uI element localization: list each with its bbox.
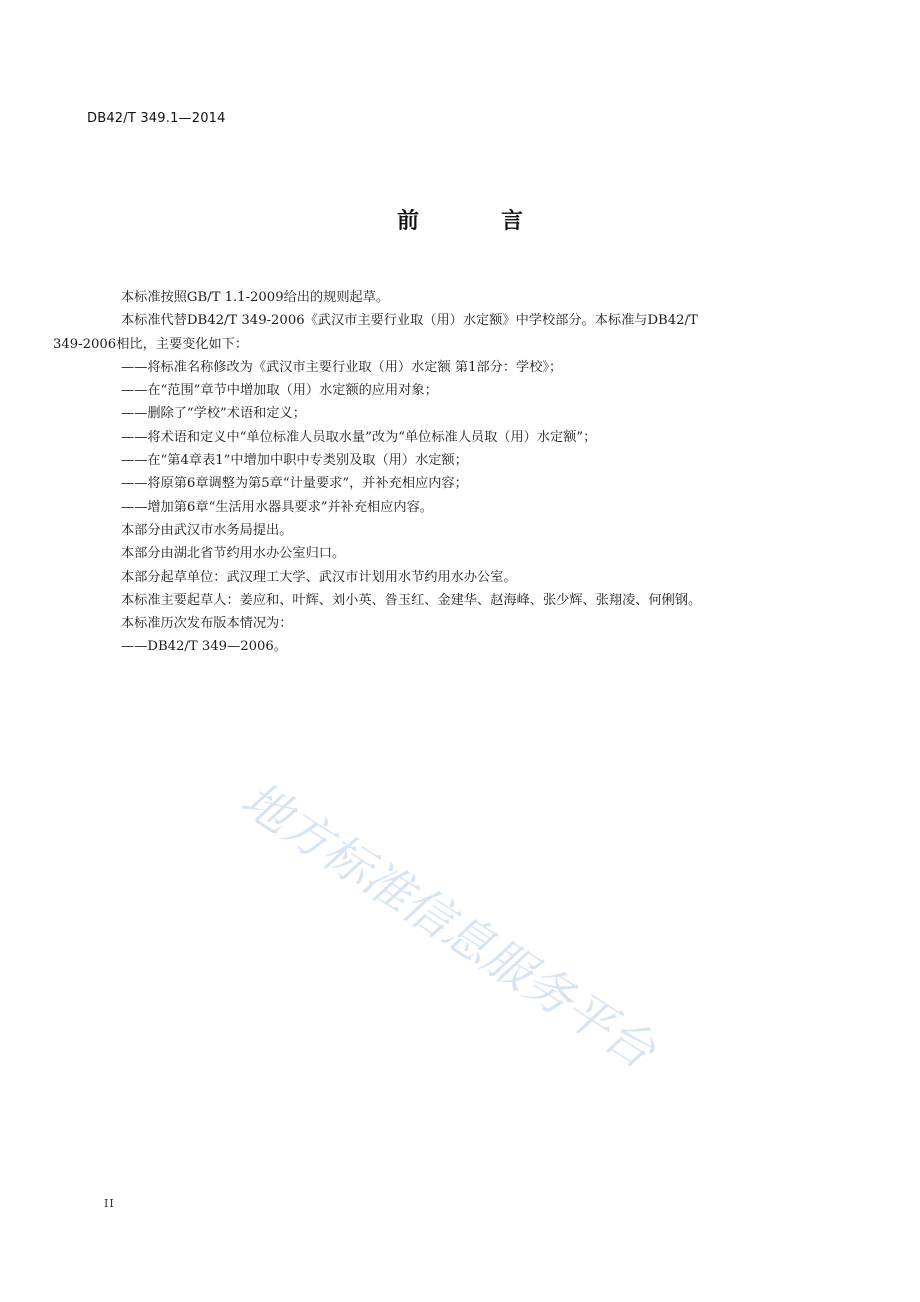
version-item: ——DB42/T 349—2006。 bbox=[121, 639, 287, 655]
change-item: ——删除了“学校”术语和定义； bbox=[121, 406, 306, 422]
paragraph: 本部分由武汉市水务局提出。 bbox=[121, 522, 293, 538]
paragraph: 本部分起草单位：武汉理工大学、武汉市计划用水节约用水办公室。 bbox=[121, 569, 517, 585]
paragraph: 本标准按照GB/T 1.1-2009给出的规则起草。 bbox=[121, 290, 390, 305]
change-item: ——将原第6章调整为第5章“计量要求”，并补充相应内容； bbox=[121, 476, 468, 492]
paragraph-continuation: 349-2006相比，主要变化如下： bbox=[53, 336, 249, 352]
watermark bbox=[228, 768, 788, 1088]
change-item: ——增加第6章“生活用水器具要求”并补充相应内容。 bbox=[121, 499, 433, 515]
paragraph: 本部分由湖北省节约用水办公室归口。 bbox=[121, 546, 346, 562]
paragraph: 本标准历次发布版本情况为： bbox=[121, 616, 293, 632]
paragraph bbox=[53, 309, 827, 356]
page-title: 前 言 bbox=[396, 209, 553, 234]
change-item: ——将术语和定义中“单位标准人员取水量”改为“单位标准人员取（用）水定额”； bbox=[121, 429, 597, 445]
watermark-text: 地方标准信息服务平台 bbox=[231, 771, 665, 1080]
paragraph-line: 本标准代替DB42/T 349-2006《武汉市主要行业取（用）水定额》中学校部分。本标准与DB42/T bbox=[121, 313, 698, 329]
change-item: ——在“第4章表1”中增加中职中专类别及取（用）水定额； bbox=[121, 453, 468, 469]
change-item: ——在“范围”章节中增加取（用）水定额的应用对象； bbox=[121, 383, 438, 399]
standard-code: DB42/T 349.1—2014 bbox=[87, 111, 226, 126]
paragraph: 本标准主要起草人：姜应和、叶辉、刘小英、昝玉红、金建华、赵海峰、张少辉、张翔凌、何俐钢。 bbox=[121, 592, 702, 608]
change-item: ——将标准名称修改为《武汉市主要行业取（用）水定额 第1部分：学校》； bbox=[121, 359, 563, 375]
foreword-body bbox=[53, 286, 827, 659]
page-number: II bbox=[104, 1197, 115, 1210]
